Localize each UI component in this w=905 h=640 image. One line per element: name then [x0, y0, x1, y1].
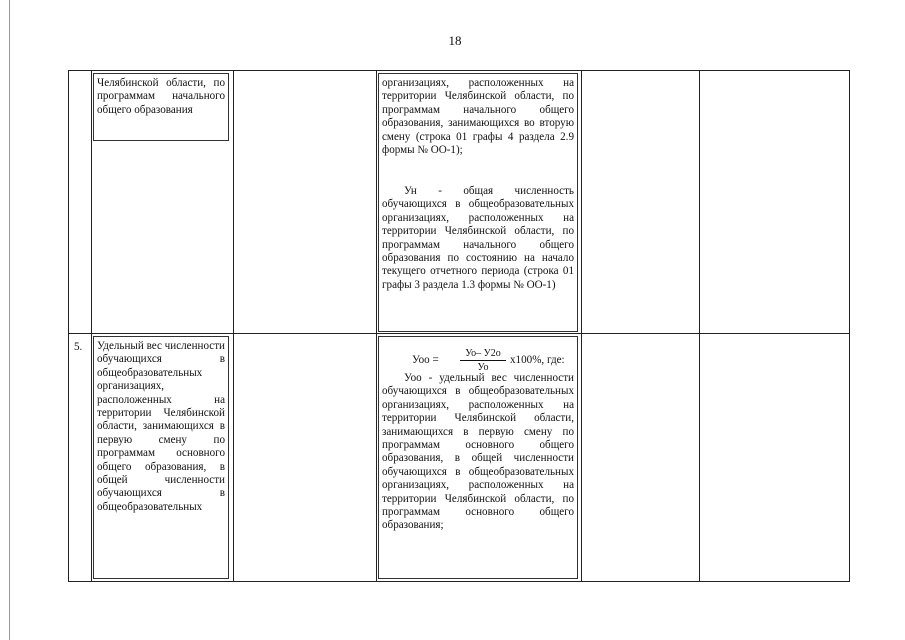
- indicator-name-continuation: Челябинской области, по программам начального общего образования: [97, 77, 225, 116]
- formula-denominator: Уо: [477, 362, 489, 373]
- column-divider-5: [699, 70, 700, 582]
- method-text-total-students: Ун - общая численность обучающихся в общеобразовательных организациях, расположенных на территории Челябинской области, по программам начального общего образования по состоянию на начало текущего отчетного периода (строка 01 графы 3 раздела 1.3 формы № ОО-1): [382, 185, 574, 291]
- column-divider-1: [91, 70, 92, 582]
- formula-lhs: Уоо =: [412, 354, 439, 366]
- formula-numerator: Уо– У2о: [465, 348, 501, 359]
- page-number: 18: [448, 33, 462, 48]
- column-divider-2: [233, 70, 234, 582]
- method-text: Уоо - удельный вес численности обучающихся в общеобразовательных организациях, расположенных на территории Челябинской области, занимающихся в первую смену по программам основного общего образования, в общей численности обучающихся в общеобразовательных организациях, расположенных на территории Челябинской области, по программам основного общего образования;: [382, 372, 574, 532]
- formula-fraction: [460, 348, 506, 373]
- left-margin-rule: [9, 0, 10, 640]
- column-divider-4: [581, 70, 582, 582]
- method-text-continuation: организациях, расположенных на территории Челябинской области, по программам начального общего образования, занимающихся во вторую смену (строка 01 графы 4 раздела 2.9 формы № ОО-1);: [382, 77, 574, 157]
- indicator-name: Удельный вес численности обучающихся в общеобразовательных организациях, расположенных на территории Челябинской области, занимающихся в первую смену по программам основного общего образования, в общей численности обучающихся в общеобразовательных: [97, 340, 225, 513]
- formula-rhs: x100%, где:: [510, 354, 565, 366]
- row-number: 5.: [74, 341, 83, 353]
- fraction-bar: [460, 360, 506, 361]
- row-divider: [68, 333, 850, 334]
- column-divider-3: [376, 70, 377, 582]
- formula: [384, 348, 580, 374]
